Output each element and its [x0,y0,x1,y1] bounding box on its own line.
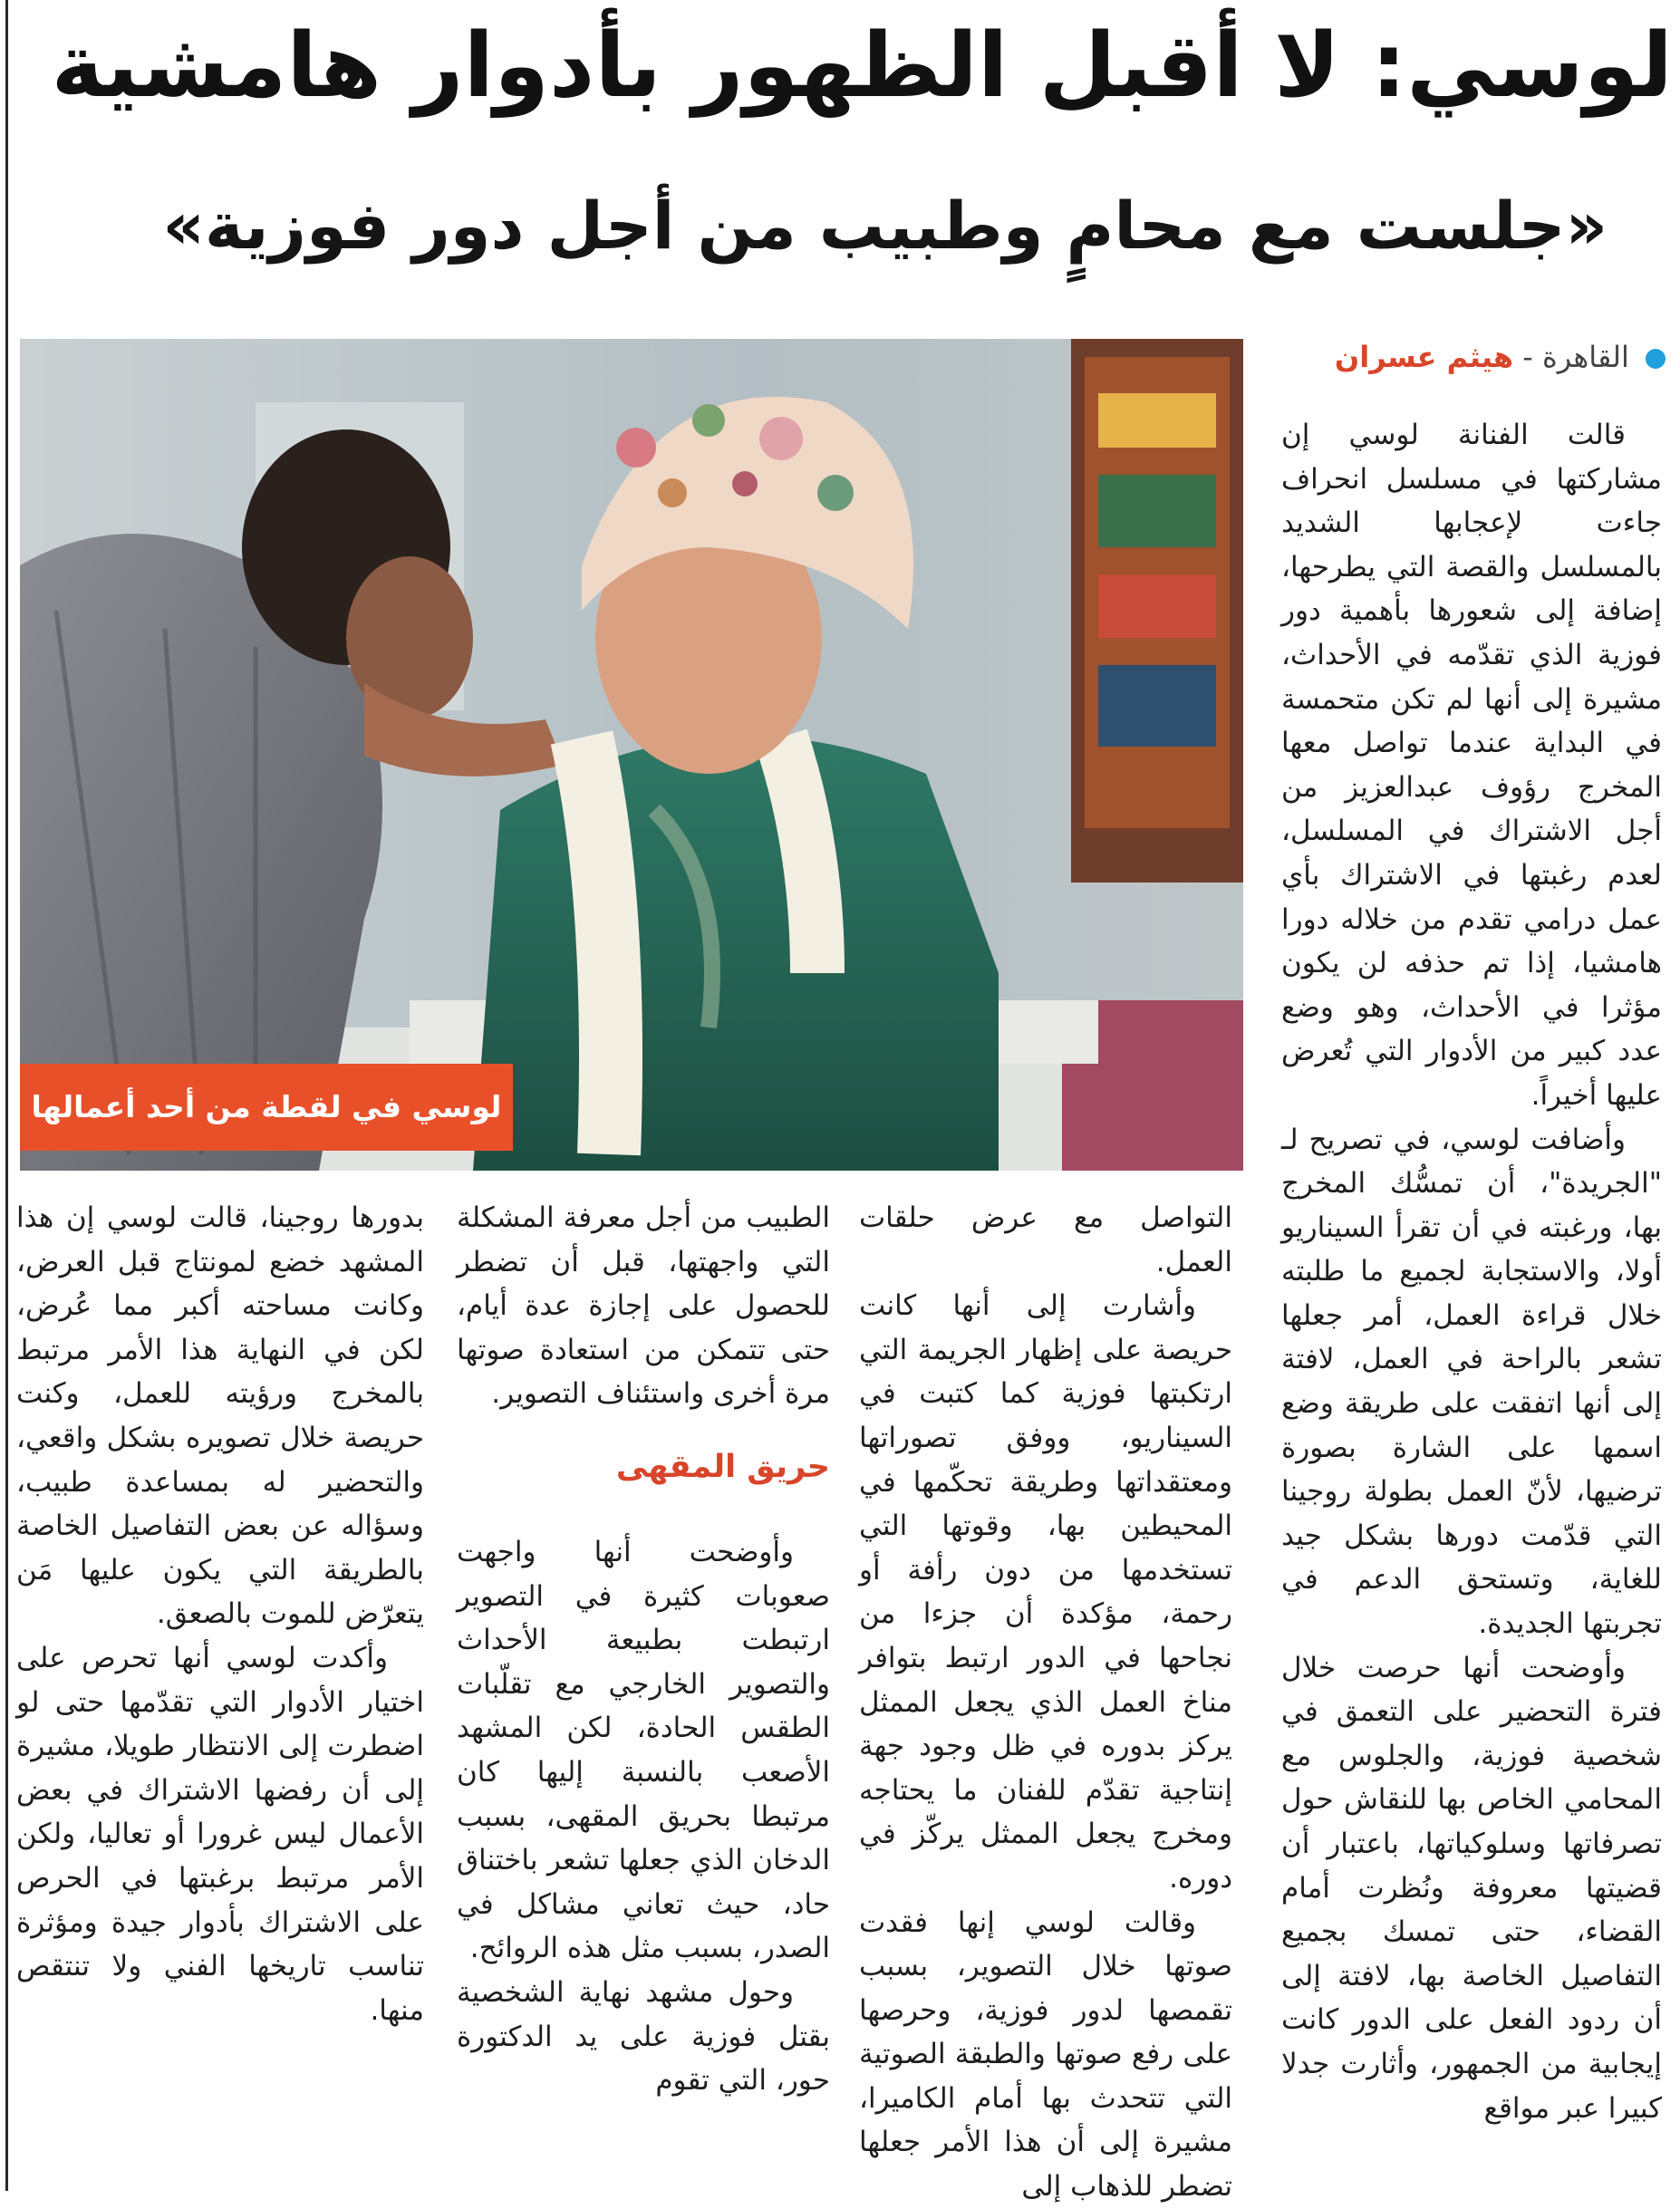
byline-author: هيثم عسران [1334,340,1514,374]
paragraph: التواصل مع عرض حلقات العمل. [859,1201,1232,1278]
subheadline: «جلست مع محامٍ وطبيب من أجل دور فوزية» [162,188,1608,264]
bullet-dot-icon [1646,349,1666,369]
section-subheading: حريق المقهى [615,1448,830,1485]
paragraph: وأكدت لوسي أنها تحرص على اختيار الأدوار التي تقدّمها حتى لو اضطرت إلى الانتظار طويلا، مشيرة إلى أن رفضها الاشتراك في بعض الأعمال ليس غرورا أو تعاليا، ولكن الأمر مرتبط برغبتها في الحرص على الاشتراك بأدوار جيدة ومؤثرة تناسب تاريخها الفني ولا تنتقص منها. [16,1641,424,2027]
paragraph: وحول مشهد نهاية الشخصية بقتل فوزية على يد الدكتورة حور، التي تقوم [457,1975,830,2098]
article-column-1 [1281,413,1662,2180]
paragraph: وأشارت إلى أنها كانت حريصة على إظهار الجريمة التي ارتكبتها فوزية كما كتبت في السيناريو، ووفق تصوراتها ومعتقداتها وطريقة تحكّمها في المحيطين بها، وقوتها التي تستخدمها من دون رأفة أو رحمة، مؤكدة أن جزءا من نجاحها في الدور ارتبط بتوافر مناخ العمل الذي يجعل الممثل يركز بدوره في ظل وجود جهة إنتاجية تقدّم للفنان ما يحتاجه ومخرج يجعل الممثل يركّز في دوره. [859,1289,1232,1895]
paragraph: وقالت لوسي إنها فقدت صوتها خلال التصوير، بسبب تقمصها لدور فوزية، وحرصها على رفع صوتها والطبقة الصوتية التي تتحدث بها أمام الكاميرا، مشيرة إلى أن هذا الأمر جعلها تضطر للذهاب إلى [859,1905,1232,2204]
article-column-4 [16,1196,424,2184]
paragraph: قالت الفنانة لوسي إن مشاركتها في مسلسل انحراف جاءت لإعجابها الشديد بالمسلسل والقصة التي يطرحها، إضافة إلى شعورها بأهمية دور فوزية الذي تقدّمه في الأحداث، مشيرة إلى أنها لم تكن متحمسة في البداية عندما تواصل معها المخرج رؤوف عبدالعزيز من أجل الاشتراك في المسلسل، لعدم رغبتها في الاشتراك بأي عمل درامي تقدم من خلاله دورا هامشيا، إذا تم حذفه لن يكون مؤثرا في الأحداث، وهو وضع عدد كبير من الأدوار التي تُعرض عليها أخيراً. [1281,419,1662,1112]
article-column-2 [859,1196,1232,2204]
paragraph: وأوضحت أنها حرصت خلال فترة التحضير على التعمق في شخصية فوزية، والجلوس مع المحامي الخاص بها للنقاش حول تصرفاتها وسلوكياتها، باعتبار أن قضيتها معروفة ونُظرت أمام القضاء، حتى تمسك بجميع التفاصيل الخاصة بها، لافتة إلى أن ردود الفعل على الدور كانت إيجابية من الجمهور، وأثارت جدلا كبيرا عبر مواقع [1281,1651,1662,2125]
byline-city: القاهرة - [1522,340,1629,374]
page-edge-rule [5,0,8,2191]
article-photo [20,339,1243,1171]
headline: لوسي: لا أقبل الظهور بأدوار هامشية [51,14,1673,118]
byline [1267,337,1666,377]
article-column-3 [457,1196,830,2184]
paragraph: بدورها روجينا، قالت لوسي إن هذا المشهد خضع لمونتاج قبل العرض، وكانت مساحته أكبر مما عُرض، لكن في النهاية هذا الأمر مرتبط بالمخرج ورؤيته للعمل، وكنت حريصة خلال تصويره بشكل واقعي، والتحضير له بمساعدة طبيب، وسؤاله عن بعض التفاصيل الخاصة بالطريقة التي يكون عليها مَن يتعرّض للموت بالصعق. [16,1201,424,1631]
paragraph: الطبيب من أجل معرفة المشكلة التي واجهتها، قبل أن تضطر للحصول على إجازة عدة أيام، حتى تتمكن من استعادة صوتها مرة أخرى واستئناف التصوير. [457,1201,830,1411]
photo-caption: لوسي في لقطة من أحد أعمالها [20,1064,513,1151]
paragraph: وأضافت لوسي، في تصريح لـ "الجريدة"، أن تمسُّك المخرج بها، ورغبته في أن تقرأ السيناريو أولا، والاستجابة لجميع ما طلبته خلال قراءة العمل، أمر جعلها تشعر بالراحة في العمل، لافتة إلى أنها اتفقت على طريقة وضع اسمها على الشارة بصورة ترضيها، لأنّ العمل بطولة روجينا التي قدّمت دورها بشكل جيد للغاية، وتستحق الدعم في تجربتها الجديدة. [1281,1123,1662,1641]
paragraph: وأوضحت أنها واجهت صعوبات كثيرة في التصوير ارتبطت بطبيعة الأحداث والتصوير الخارجي مع تقلّبات الطقس الحادة، لكن المشهد الأصعب بالنسبة إليها كان مرتبطا بحريق المقهى، بسبب الدخان الذي جعلها تشعر باختناق حاد، حيث تعاني مشاكل في الصدر، بسبب مثل هذه الروائح. [457,1535,830,1965]
